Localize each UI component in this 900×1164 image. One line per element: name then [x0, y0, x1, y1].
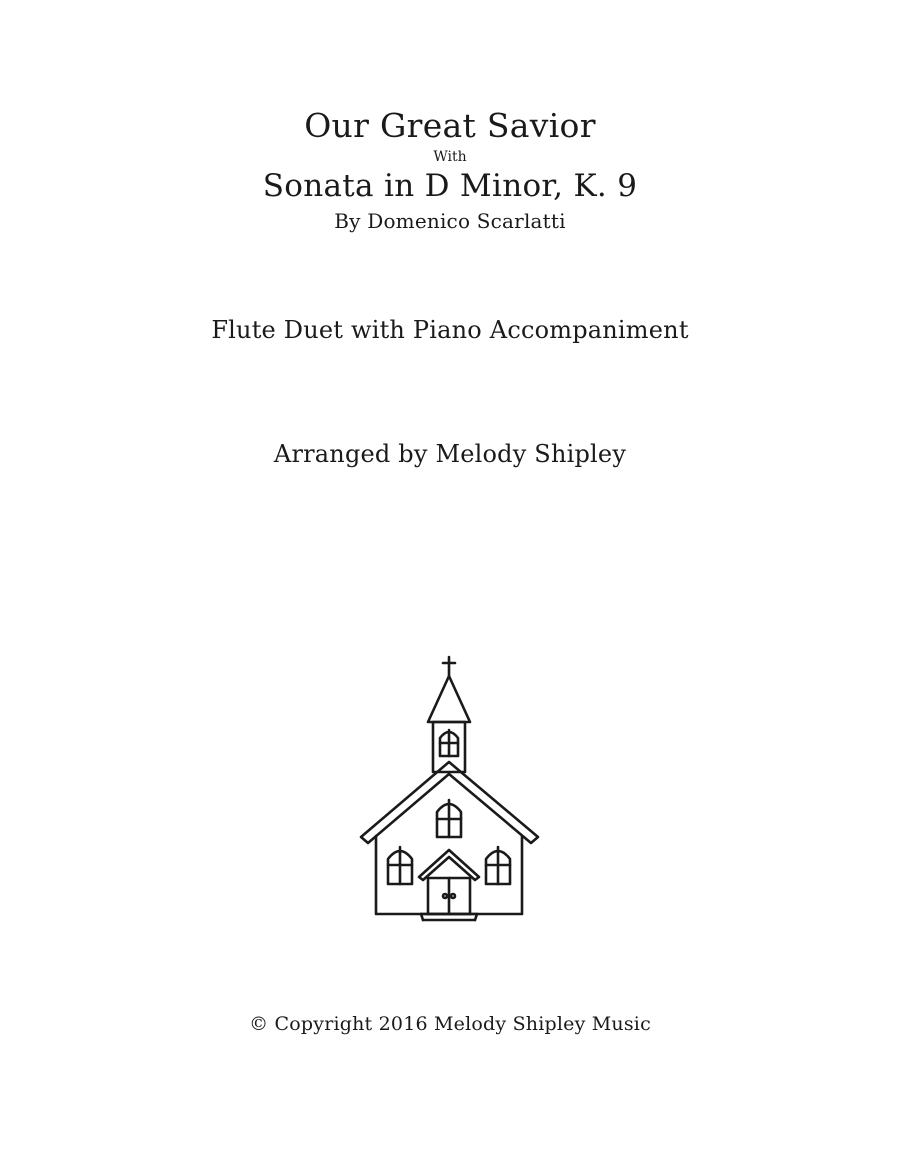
church-icon: [355, 652, 545, 922]
composer-credit: By Domenico Scarlatti: [334, 209, 566, 233]
piece-title: Our Great Savior: [304, 106, 596, 145]
title-connector: With: [433, 149, 467, 165]
arranger-credit: Arranged by Melody Shipley: [273, 440, 627, 468]
piece-subtitle: Sonata in D Minor, K. 9: [262, 168, 638, 204]
copyright-notice: © Copyright 2016 Melody Shipley Music: [249, 1013, 651, 1035]
instrumentation-line: Flute Duet with Piano Accompaniment: [211, 316, 689, 344]
